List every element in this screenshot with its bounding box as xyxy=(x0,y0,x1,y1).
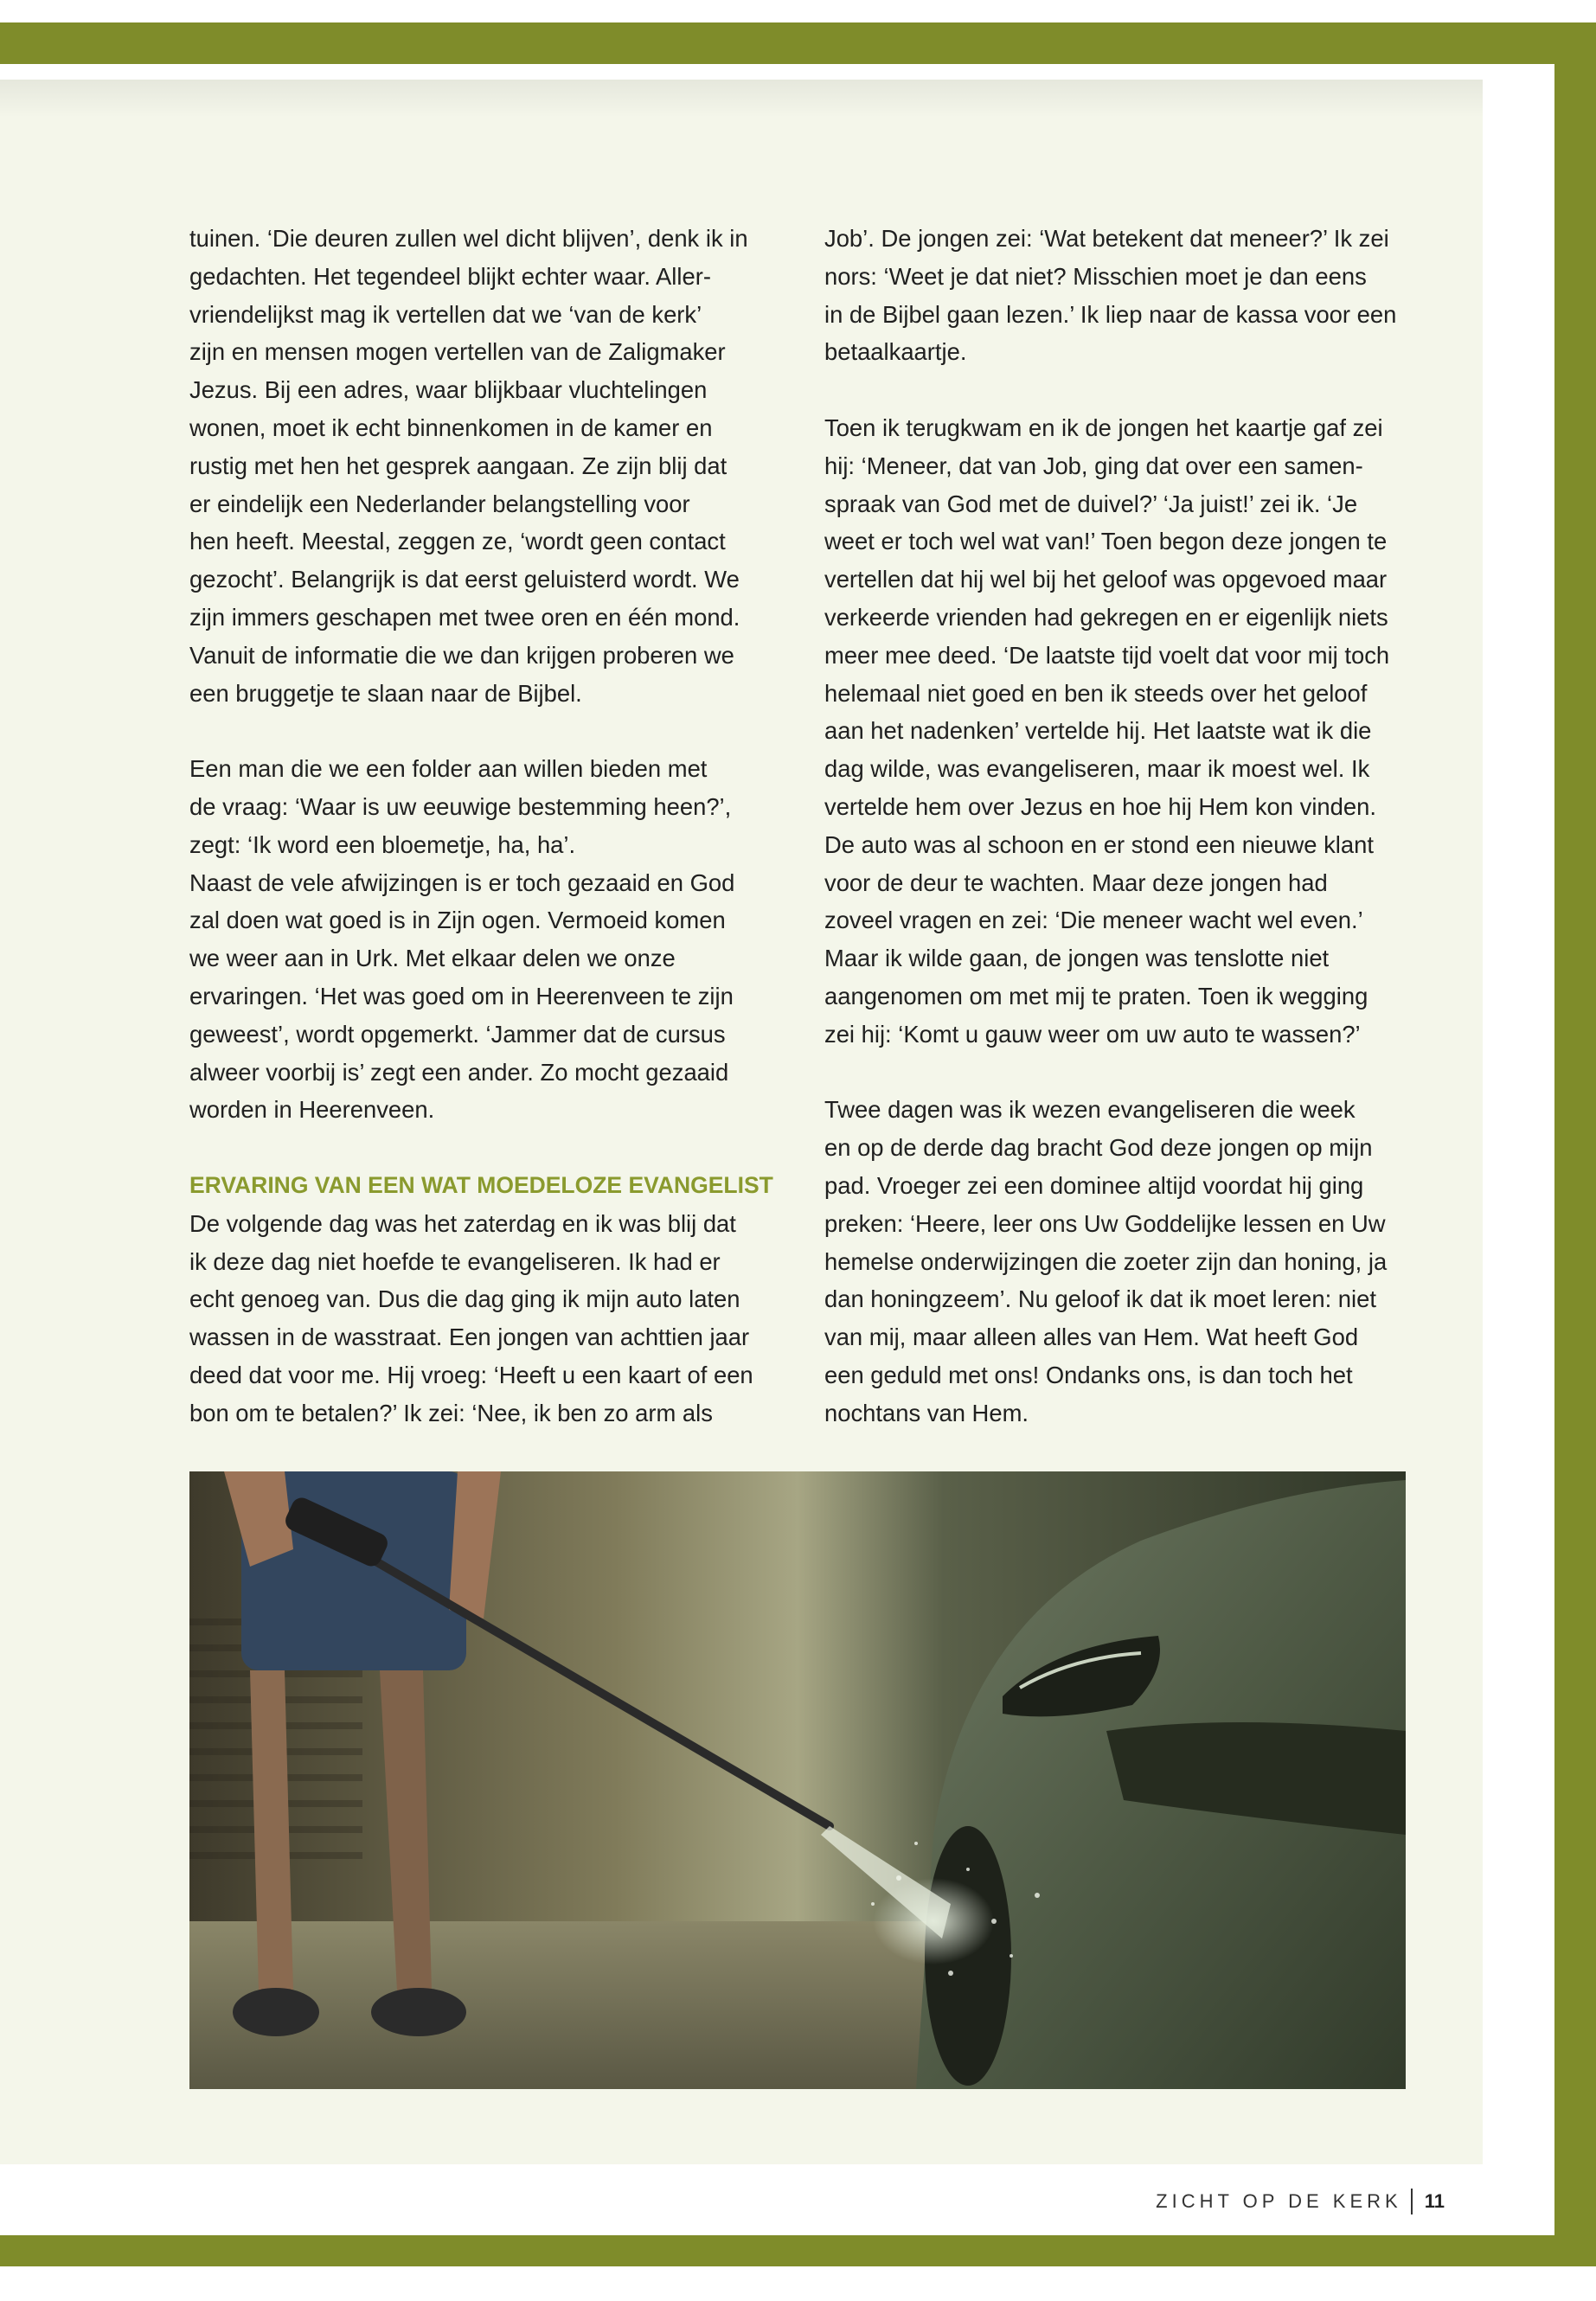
page-number: 11 xyxy=(1424,2190,1445,2212)
car-wash-illustration xyxy=(189,1471,1406,2089)
page-footer xyxy=(1156,2184,1445,2219)
paragraph: Een man die we een folder aan willen bieden met de vraag: ‘Waar is uw eeuwige bestemming heen?’, zegt: ‘Ik word een bloemetje, ha, ha’. Naast de vele afwijzingen is er toch gezaaid en God zal doen wat goed is in Zijn ogen. Vermoeid komen we weer aan in Urk. Met elkaar delen we onze ervaringen. ‘Het was goed om in Heerenveen te zijn geweest’, wordt opgemerkt. ‘Jammer dat de cursus alweer voorbij is’ zegt een ander. Zo mocht gezaaid worden in Heerenveen. xyxy=(189,755,735,1124)
car-wash-photo xyxy=(189,1471,1406,2089)
bottom-frame-bar xyxy=(0,2235,1596,2266)
magazine-name: ZICHT OP DE KERK xyxy=(1156,2190,1402,2212)
top-frame-bar xyxy=(0,22,1596,64)
paragraph: Toen ik terugkwam en ik de jongen het kaartje gaf zei hij: ‘Meneer, dat van Job, ging dat over een samen- spraak van God met de duivel?’ ‘Ja juist!’ zei ik. ‘Je weet er toch wel wat van!’ Toen begon deze jongen te vertellen dat hij wel bij het geloof was opgevoed maar verkeerde vrienden had gekregen en er eigenlijk niets meer mee deed. ‘De laatste tijd voelt dat voor mij toch helemaal niet goed en ben ik steeds over het geloof aan het nadenken’ vertelde hij. Het laatste wat ik die dag wilde, was evangeliseren, maar ik moest wel. Ik vertelde hem over Jezus en hoe hij Hem kon vinden. De auto was al schoon en er stond een nieuwe klant voor de deur te wachten. Maar deze jongen had zoveel vragen en zei: ‘Die meneer wacht wel even.’ Maar ik wilde gaan, de jongen was tenslotte niet aangenomen om met mij te praten. Toen ik wegging zei hij: ‘Komt u gauw weer om uw auto te wassen?’ xyxy=(824,413,1390,1048)
paragraph: Job’. De jongen zei: ‘Wat betekent dat meneer?’ Ik zei nors: ‘Weet je dat niet? Misschien moet je dan eens in de Bijbel gaan lezen.’ Ik liep naar de kassa voor een betaalkaartje. xyxy=(824,225,1397,366)
right-frame-bar xyxy=(1554,22,1596,2266)
right-column xyxy=(824,220,1421,1433)
section-heading: ERVARING VAN EEN WAT MOEDELOZE EVANGELIST xyxy=(189,1171,773,1198)
paragraph: De volgende dag was het zaterdag en ik was blij dat ik deze dag niet hoefde te evangeliseren. Ik had er echt genoeg van. Dus die dag ging ik mijn auto laten wassen in de wasstraat. Een jongen van achttien jaar deed dat voor me. Hij vroeg: ‘Heeft u een kaart of een bon om te betalen?’ Ik zei: ‘Nee, ik ben zo arm als xyxy=(189,1209,753,1426)
left-column xyxy=(189,220,778,1433)
panel-shadow xyxy=(0,80,1483,118)
footer-divider xyxy=(1411,2189,1413,2214)
paragraph: Twee dagen was ik wezen evangeliseren die week en op de derde dag bracht God deze jongen op mijn pad. Vroeger zei een dominee altijd voordat hij ging preken: ‘Heere, leer ons Uw Goddelijke lessen en Uw hemelse onderwijzingen die zoeter zijn dan honing, ja dan honingzeem’. Nu geloof ik dat ik moet leren: niet van mij, maar alleen alles van Hem. Wat heeft God een geduld met ons! Ondanks ons, is dan toch het nochtans van Hem. xyxy=(824,1096,1388,1426)
paragraph: tuinen. ‘Die deuren zullen wel dicht blijven’, denk ik in gedachten. Het tegendeel blijkt echter waar. Aller- vriendelijkst mag ik vertellen dat we ‘van de kerk’ zijn en mensen mogen vertellen van de Zaligmaker Jezus. Bij een adres, waar blijkbaar vluchtelingen wonen, moet ik echt binnenkomen in de kamer en rustig met hen het gesprek aangaan. Ze zijn blij dat er eindelijk een Nederlander belangstelling voor hen heeft. Meestal, zeggen ze, ‘wordt geen contact gezocht’. Belangrijk is dat eerst geluisterd wordt. We zijn immers geschapen met twee oren en één mond. Vanuit de informatie die we dan krijgen proberen we een bruggetje te slaan naar de Bijbel. xyxy=(189,225,748,707)
